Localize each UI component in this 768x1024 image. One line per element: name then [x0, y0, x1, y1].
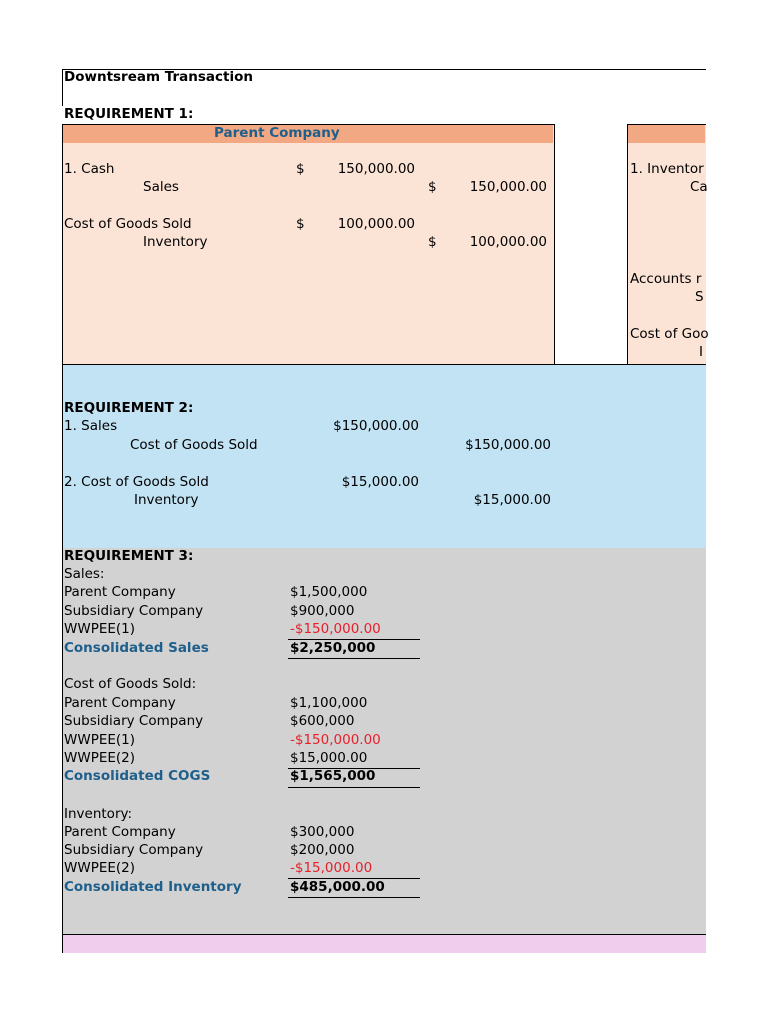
section-label: Cost of Goods Sold:	[64, 676, 197, 692]
je-cr-amount: 150,000.00	[469, 179, 547, 195]
row-label: Subsidiary Company	[64, 603, 204, 619]
je-cr-amount: $150,000.00	[465, 437, 551, 453]
total-value: $485,000.00	[290, 879, 385, 895]
row-label: Parent Company	[64, 824, 176, 840]
req2-block	[62, 364, 706, 549]
total-value: $1,565,000	[290, 768, 376, 784]
subsidiary-company-header	[628, 125, 705, 143]
je-account: 1. Cash	[64, 161, 115, 177]
je-cr-amount: $15,000.00	[473, 492, 551, 508]
je-account: Cost of Goods Sold	[64, 216, 192, 232]
je-account: Inventory	[143, 234, 208, 250]
section-label: Sales:	[64, 566, 105, 582]
row-label: WWPEE(1)	[64, 621, 136, 637]
section-label: Inventory:	[64, 806, 133, 822]
parent-company-header-label: Parent Company	[214, 125, 340, 141]
je-dr-sign: $	[296, 161, 305, 177]
row-label: Parent Company	[64, 584, 176, 600]
je-dr-amount: 150,000.00	[337, 161, 415, 177]
sub-entry-line: Accounts r	[630, 271, 702, 287]
page-title: Downtsream Transaction	[64, 69, 253, 85]
row-label: Parent Company	[64, 695, 176, 711]
je-account: Inventory	[134, 492, 199, 508]
sub-entry-line: S	[695, 289, 704, 305]
subsidiary-clip	[628, 143, 709, 364]
row-value: $200,000	[290, 842, 355, 858]
total-underline	[288, 658, 420, 659]
row-value: $1,100,000	[290, 695, 368, 711]
je-dr-sign: $	[296, 216, 305, 232]
row-label: WWPEE(1)	[64, 732, 136, 748]
total-underline	[288, 897, 420, 898]
row-label: WWPEE(2)	[64, 860, 136, 876]
je-dr-amount: $150,000.00	[333, 418, 419, 434]
sub-entry-line: 1. Inventor	[630, 161, 704, 177]
je-account: Sales	[143, 179, 179, 195]
je-dr-amount: 100,000.00	[337, 216, 415, 232]
req2-heading: REQUIREMENT 2:	[64, 400, 194, 416]
row-value: $300,000	[290, 824, 355, 840]
row-value: $600,000	[290, 713, 355, 729]
row-label: Subsidiary Company	[64, 713, 204, 729]
sub-entry-line: Cost of Goo	[630, 326, 709, 342]
sub-entry-line: I	[699, 344, 703, 360]
total-value: $2,250,000	[290, 640, 376, 656]
row-value: $1,500,000	[290, 584, 368, 600]
je-dr-amount: $15,000.00	[341, 474, 419, 490]
je-cr-sign: $	[428, 179, 437, 195]
row-value-negative: -$15,000.00	[290, 860, 373, 876]
req4-block	[62, 934, 706, 953]
row-value-negative: -$150,000.00	[290, 732, 381, 748]
je-cr-sign: $	[428, 234, 437, 250]
req1-heading: REQUIREMENT 1:	[64, 106, 194, 122]
je-account: 1. Sales	[64, 418, 118, 434]
je-account: Cost of Goods Sold	[130, 437, 258, 453]
total-underline	[288, 787, 420, 788]
total-label: Consolidated COGS	[64, 768, 211, 784]
total-label: Consolidated Inventory	[64, 879, 242, 895]
sub-entry-line: Ca	[690, 179, 708, 195]
je-account: 2. Cost of Goods Sold	[64, 474, 209, 490]
je-cr-amount: 100,000.00	[469, 234, 547, 250]
row-value: $900,000	[290, 603, 355, 619]
row-value: $15,000.00	[290, 750, 368, 766]
row-label: WWPEE(2)	[64, 750, 136, 766]
req3-heading: REQUIREMENT 3:	[64, 548, 194, 564]
row-value-negative: -$150,000.00	[290, 621, 381, 637]
total-label: Consolidated Sales	[64, 640, 209, 656]
row-label: Subsidiary Company	[64, 842, 204, 858]
